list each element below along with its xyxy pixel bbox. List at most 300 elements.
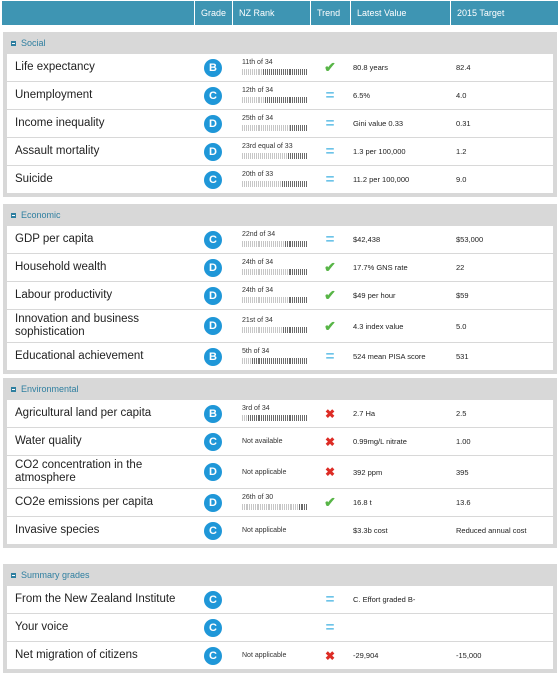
rank-bar-segment: [290, 297, 291, 303]
rank-bar-segment: [275, 69, 276, 75]
rank-bar-segment: [254, 153, 255, 159]
trend-equal-icon: =: [325, 619, 335, 636]
rank-bar-segment: [287, 97, 288, 103]
rank-bar-segment: [256, 327, 257, 333]
rank-bar-segment: [246, 153, 247, 159]
rank-bar-segment: [283, 97, 284, 103]
rank-bar-segment: [272, 153, 273, 159]
rank-bar-segment: [273, 415, 274, 421]
rank-bar-segment: [246, 97, 247, 103]
grade-badge: C: [204, 87, 222, 105]
target-value: 2.5: [456, 409, 467, 418]
rank-bar-segment: [271, 97, 272, 103]
rank-bar-segment: [281, 97, 282, 103]
rank-bar-segment: [290, 327, 291, 333]
rank-bar-segment: [252, 125, 253, 131]
rank-bar-segment: [259, 125, 260, 131]
rank-bar-segment: [263, 297, 264, 303]
rank-bar-segment: [292, 153, 293, 159]
rank-bar-segment: [248, 297, 249, 303]
rank-bar-segment: [264, 153, 265, 159]
rank-bar-segment: [280, 181, 281, 187]
rank-bar-segment: [267, 358, 268, 364]
rank-bar-segment: [294, 415, 295, 421]
section-title-label: Social: [21, 38, 46, 48]
rank-bar-segment: [242, 269, 243, 275]
rank-bar-segment: [244, 415, 245, 421]
rank-bar-segment: [298, 269, 299, 275]
rank-bar-segment: [268, 181, 269, 187]
collapse-icon[interactable]: [11, 41, 16, 46]
rank-bar-segment: [281, 125, 282, 131]
rank-bar: [242, 504, 308, 510]
table-row[interactable]: [7, 614, 553, 641]
rank-bar-segment: [289, 125, 290, 131]
rank-bar-segment: [258, 269, 259, 275]
rank-bar-segment: [288, 504, 289, 510]
latest-value: 0.99mg/L nitrate: [353, 437, 407, 446]
rank-bar-segment: [294, 241, 295, 247]
rank-bar-segment: [267, 297, 268, 303]
rank-bar-segment: [265, 297, 266, 303]
rank-bar-segment: [306, 415, 307, 421]
nz-rank: [242, 287, 308, 303]
rank-bar-segment: [252, 327, 253, 333]
table-row[interactable]: [7, 226, 553, 253]
rank-bar-segment: [266, 153, 267, 159]
rank-bar-segment: [279, 69, 280, 75]
table-row[interactable]: [7, 343, 553, 370]
grade-badge: C: [204, 619, 222, 637]
table-row[interactable]: [7, 282, 553, 309]
rank-bar-segment: [261, 358, 262, 364]
rank-label: 24th of 34: [242, 258, 274, 266]
rank-bar-segment: [270, 153, 271, 159]
rank-bar-segment: [277, 327, 278, 333]
table-row[interactable]: [7, 310, 553, 342]
table-row[interactable]: [7, 110, 553, 137]
rank-bar-segment: [289, 241, 290, 247]
rank-bar-segment: [285, 269, 286, 275]
rank-bar-segment: [285, 327, 286, 333]
rank-bar-segment: [298, 358, 299, 364]
rank-bar-segment: [251, 504, 252, 510]
table-row[interactable]: [7, 586, 553, 613]
rank-bar-segment: [301, 504, 302, 510]
rank-bar-segment: [269, 241, 270, 247]
grade-badge: B: [204, 405, 222, 423]
rank-bar-segment: [242, 153, 243, 159]
rank-bar-segment: [297, 504, 298, 510]
rank-bar-segment: [267, 241, 268, 247]
rank-bar-segment: [306, 69, 307, 75]
rank-bar-segment: [300, 358, 301, 364]
rank-bar-segment: [281, 297, 282, 303]
table-row[interactable]: [7, 138, 553, 165]
rank-bar-segment: [285, 125, 286, 131]
trend-equal-icon: =: [325, 171, 335, 188]
rank-bar-segment: [299, 504, 300, 510]
rank-bar-segment: [306, 327, 307, 333]
grade-badge: C: [204, 591, 222, 609]
rank-bar-segment: [298, 297, 299, 303]
rank-bar-segment: [306, 241, 307, 247]
indicator-name: Suicide: [15, 173, 53, 185]
rank-bar-segment: [246, 69, 247, 75]
rank-bar-segment: [269, 358, 270, 364]
rank-bar-segment: [292, 181, 293, 187]
rank-bar-segment: [261, 297, 262, 303]
table-row[interactable]: [7, 489, 553, 516]
rank-bar-segment: [242, 297, 243, 303]
rank-bar-segment: [248, 97, 249, 103]
rank-bar-segment: [254, 69, 255, 75]
section-title[interactable]: [7, 378, 553, 400]
rank-label: Not available: [242, 438, 283, 445]
rank-bar-segment: [296, 358, 297, 364]
section-title-label: Economic: [21, 210, 61, 220]
rank-label: 24th of 34: [242, 286, 274, 294]
rank-bar-segment: [259, 241, 260, 247]
rank-bar-segment: [265, 327, 266, 333]
rank-bar-segment: [277, 297, 278, 303]
rank-bar: [242, 415, 308, 421]
rank-bar-segment: [279, 358, 280, 364]
rank-bar-segment: [290, 125, 291, 131]
rank-bar-segment: [283, 69, 284, 75]
rank-bar-segment: [254, 125, 255, 131]
rank-bar-segment: [277, 241, 278, 247]
rank-bar-segment: [265, 69, 266, 75]
grade-badge: D: [204, 463, 222, 481]
section-social: [3, 32, 557, 197]
rank-bar-segment: [263, 125, 264, 131]
rank-bar-segment: [298, 415, 299, 421]
rank-bar-segment: [250, 125, 251, 131]
rank-bar-segment: [286, 504, 287, 510]
rank-bar-segment: [252, 97, 253, 103]
rank-bar-segment: [244, 97, 245, 103]
rank-bar-segment: [250, 327, 251, 333]
table-row[interactable]: [7, 400, 553, 427]
rank-bar-segment: [304, 181, 305, 187]
rank-bar-segment: [256, 69, 257, 75]
rank-bar-segment: [250, 153, 251, 159]
rank-bar-segment: [293, 504, 294, 510]
rank-bar-segment: [256, 125, 257, 131]
rank-bar: [242, 297, 308, 303]
rank-bar-segment: [272, 181, 273, 187]
rank-bar-segment: [244, 297, 245, 303]
table-row[interactable]: [7, 642, 553, 669]
rank-bar-segment: [244, 327, 245, 333]
table-row[interactable]: [7, 428, 553, 455]
rank-bar: [242, 97, 308, 103]
rank-bar-segment: [276, 153, 277, 159]
rank-bar-segment: [300, 327, 301, 333]
rank-bar-segment: [248, 69, 249, 75]
table-row[interactable]: [7, 254, 553, 281]
rank-bar-segment: [244, 504, 245, 510]
rank-bar-segment: [302, 297, 303, 303]
latest-value: 80.8 years: [353, 63, 389, 72]
rank-label: 23rd equal of 33: [242, 142, 293, 150]
trend-equal-icon: =: [325, 143, 335, 160]
rank-bar-segment: [256, 269, 257, 275]
rank-bar-segment: [300, 97, 301, 103]
rank-bar-segment: [259, 69, 260, 75]
section-title[interactable]: [7, 32, 553, 54]
trend-cross-icon: ✖: [324, 465, 336, 479]
rank-bar-segment: [271, 269, 272, 275]
rank-bar-segment: [250, 269, 251, 275]
rank-bar-segment: [304, 269, 305, 275]
rank-bar-segment: [304, 358, 305, 364]
indicator-name: Household wealth: [15, 261, 107, 273]
section-environmental: [3, 378, 557, 548]
rank-bar-segment: [306, 504, 307, 510]
rank-bar-segment: [277, 125, 278, 131]
rank-bar-segment: [263, 358, 264, 364]
rank-bar-segment: [264, 181, 265, 187]
rank-bar-segment: [287, 241, 288, 247]
rank-bar-segment: [306, 125, 307, 131]
rank-bar-segment: [256, 358, 257, 364]
rank-bar-segment: [263, 97, 264, 103]
rank-bar-segment: [252, 69, 253, 75]
rank-bar-segment: [254, 241, 255, 247]
rank-bar-segment: [252, 415, 253, 421]
rank-bar-segment: [302, 153, 303, 159]
grade-badge: D: [204, 259, 222, 277]
nz-rank: [242, 143, 308, 159]
latest-value: $3.3b cost: [353, 526, 388, 535]
rank-bar-segment: [306, 297, 307, 303]
rank-bar-segment: [246, 415, 247, 421]
rank-bar-segment: [242, 327, 243, 333]
rank-bar-segment: [250, 241, 251, 247]
rank-bar-segment: [250, 181, 251, 187]
target-value: 5.0: [456, 321, 467, 331]
target-value: 13.6: [456, 498, 471, 507]
rank-bar-segment: [302, 415, 303, 421]
rank-bar-segment: [298, 97, 299, 103]
rank-bar-segment: [296, 297, 297, 303]
rank-bar-segment: [306, 181, 307, 187]
rank-bar-segment: [256, 415, 257, 421]
target-value: 1.00: [456, 437, 471, 446]
rank-bar-segment: [271, 327, 272, 333]
trend-up-check-icon: ✔: [324, 287, 336, 303]
rank-label: Not applicable: [242, 527, 287, 534]
rank-bar-segment: [242, 415, 243, 421]
rank-bar-segment: [296, 181, 297, 187]
rank-bar-segment: [261, 327, 262, 333]
rank-bar-segment: [258, 297, 259, 303]
section-economic: [3, 204, 557, 374]
rank-bar-segment: [262, 153, 263, 159]
rank-bar-segment: [263, 69, 264, 75]
rank-bar-segment: [289, 269, 290, 275]
nz-rank: [242, 87, 308, 103]
target-value: 0.31: [456, 119, 471, 128]
rank-bar-segment: [250, 69, 251, 75]
grade-badge: C: [204, 647, 222, 665]
rank-bar-segment: [304, 297, 305, 303]
rank-bar-segment: [271, 415, 272, 421]
indicator-name: Net migration of citizens: [15, 649, 138, 661]
rank-bar-segment: [256, 97, 257, 103]
rank-bar-segment: [279, 97, 280, 103]
rank-bar-segment: [283, 297, 284, 303]
collapse-icon[interactable]: [11, 213, 16, 218]
indicator-name: Your voice: [15, 621, 69, 633]
rank-bar-segment: [258, 181, 259, 187]
trend-equal-icon: =: [325, 348, 335, 365]
table-row[interactable]: [7, 456, 553, 488]
rank-bar-segment: [298, 69, 299, 75]
latest-value: $49 per hour: [353, 291, 396, 300]
collapse-icon[interactable]: [11, 573, 16, 578]
rank-bar-segment: [250, 297, 251, 303]
rank-bar-segment: [284, 153, 285, 159]
grade-badge: C: [204, 522, 222, 540]
table-row[interactable]: [7, 54, 553, 81]
rank-bar-segment: [271, 297, 272, 303]
rank-bar-segment: [281, 327, 282, 333]
rank-bar-segment: [290, 504, 291, 510]
target-value: 22: [456, 263, 465, 272]
rank-bar-segment: [277, 415, 278, 421]
table-row[interactable]: [7, 166, 553, 193]
rank-bar-segment: [287, 415, 288, 421]
header-trend: Trend: [310, 1, 350, 25]
rank-bar-segment: [294, 297, 295, 303]
rank-bar-segment: [269, 327, 270, 333]
rank-bar-segment: [289, 327, 290, 333]
rank-bar-segment: [296, 125, 297, 131]
indicator-name: CO2e emissions per capita: [15, 496, 154, 508]
rank-bar-segment: [275, 125, 276, 131]
target-value: 82.4: [456, 63, 471, 72]
rank-bar-segment: [260, 181, 261, 187]
rank-bar-segment: [276, 181, 277, 187]
rank-bar-segment: [292, 358, 293, 364]
rank-bar-segment: [294, 269, 295, 275]
rank-bar-segment: [298, 153, 299, 159]
rank-bar-segment: [271, 125, 272, 131]
indicator-name: Labour productivity: [15, 289, 113, 301]
trend-up-check-icon: ✔: [324, 259, 336, 275]
header-latest-value: Latest Value: [350, 1, 450, 25]
rank-bar-segment: [283, 269, 284, 275]
rank-bar-segment: [259, 358, 260, 364]
section-title-label: Summary grades: [21, 570, 90, 580]
header-2015-target: 2015 Target: [450, 1, 558, 25]
rank-bar-segment: [246, 125, 247, 131]
rank-bar-segment: [286, 181, 287, 187]
rank-bar-segment: [268, 153, 269, 159]
rank-bar-segment: [306, 97, 307, 103]
rank-bar-segment: [262, 504, 263, 510]
rank-bar-segment: [292, 125, 293, 131]
rank-bar-segment: [304, 125, 305, 131]
rank-bar-segment: [302, 69, 303, 75]
table-row[interactable]: [7, 517, 553, 544]
target-value: -15,000: [456, 651, 482, 660]
rank-bar-segment: [292, 269, 293, 275]
rank-bar-segment: [290, 241, 291, 247]
rank-bar-segment: [300, 181, 301, 187]
rank-bar-segment: [261, 69, 262, 75]
target-value: 395: [456, 467, 469, 477]
collapse-icon[interactable]: [11, 387, 16, 392]
rank-bar-segment: [242, 125, 243, 131]
rank-bar-segment: [280, 153, 281, 159]
trend-equal-icon: =: [325, 87, 335, 104]
rank-bar-segment: [283, 415, 284, 421]
indicator-name: Agricultural land per capita: [15, 407, 152, 419]
grade-badge: D: [204, 287, 222, 305]
rank-bar-segment: [258, 358, 259, 364]
rank-bar-segment: [275, 415, 276, 421]
grade-badge: D: [204, 317, 222, 335]
rank-bar-segment: [294, 125, 295, 131]
rank-bar-segment: [283, 358, 284, 364]
rank-bar-segment: [256, 297, 257, 303]
table-row[interactable]: [7, 82, 553, 109]
trend-equal-icon: =: [325, 591, 335, 608]
rank-bar-segment: [257, 504, 258, 510]
rank-bar-segment: [275, 97, 276, 103]
nz-rank: [242, 231, 308, 247]
rank-bar-segment: [263, 241, 264, 247]
rank-bar-segment: [244, 181, 245, 187]
rank-bar-segment: [267, 125, 268, 131]
rank-bar-segment: [279, 504, 280, 510]
rank-bar-segment: [300, 269, 301, 275]
rank-bar-segment: [250, 97, 251, 103]
rank-bar-segment: [271, 241, 272, 247]
trend-up-check-icon: ✔: [324, 317, 336, 334]
indicator-name: From the New Zealand Institute: [15, 593, 176, 605]
rank-label: 20th of 33: [242, 170, 274, 178]
rank-bar: [242, 153, 308, 159]
rank-bar-segment: [282, 181, 283, 187]
rank-bar-segment: [304, 327, 305, 333]
rank-bar-segment: [252, 153, 253, 159]
indicator-name: CO2 concentration in the atmosphere: [15, 459, 143, 484]
rank-bar-segment: [270, 181, 271, 187]
rank-bar-segment: [254, 181, 255, 187]
section-title[interactable]: [7, 564, 553, 586]
target-value: 1.2: [456, 147, 467, 156]
grade-badge: C: [204, 171, 222, 189]
rank-bar-segment: [267, 327, 268, 333]
rank-bar-segment: [253, 504, 254, 510]
rank-bar-segment: [287, 327, 288, 333]
latest-value: 2.7 Ha: [353, 409, 376, 418]
rank-bar-segment: [277, 97, 278, 103]
rank-bar-segment: [289, 358, 290, 364]
rank-bar: [242, 327, 308, 333]
trend-up-check-icon: ✔: [324, 494, 336, 510]
rank-bar-segment: [279, 269, 280, 275]
rank-bar-segment: [246, 327, 247, 333]
rank-bar-segment: [248, 241, 249, 247]
rank-bar-segment: [296, 327, 297, 333]
section-title[interactable]: [7, 204, 553, 226]
